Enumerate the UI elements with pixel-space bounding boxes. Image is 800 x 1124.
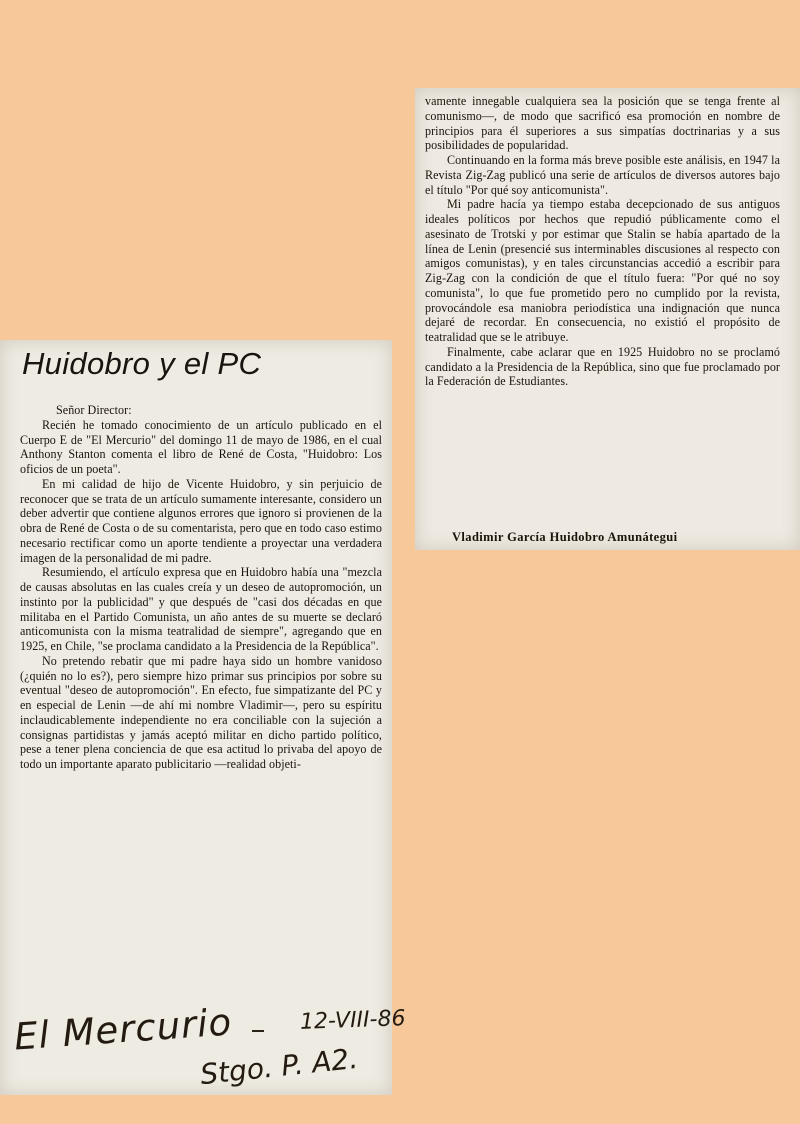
headline: Huidobro y el PC [22,346,262,381]
left-column-text [20,403,382,772]
right-continuation: vamente innegable cualquiera sea la posición que se tenga frente al comunismo—, de modo que sacrificó esa promoción en nombre de principios para él superiores a sus simpatías doctrinarias y a sus posibilidades de popularidad. [425,94,780,153]
right-paragraph-3: Finalmente, cabe aclarar que en 1925 Huidobro no se proclamó candidato a la Presidencia de la República, sino que fue proclamado por la Federación de Estudiantes. [425,344,780,389]
right-paragraph-2: Mi padre hacía ya tiempo estaba decepcionado de sus antiguos ideales políticos por hechos que repudió públicamente como el asesinato de Trotski y por estimar que Stalin se había apartado de la línea de Lenin (presencié sus interminables discusiones al respecto con amigos comunistas), y en tales circunstancias accedió a escribir para Zig-Zag con la condición de que el título fuera: "Por qué no soy comunista", lo que fue prometido pero no cumplido por la revista, provocándole esa maniobra periodística una indignación que nunca dejaré de recordar. En consecuencia, no existió el propósito de teatralidad que se le atribuye. [425,197,780,344]
salutation: Señor Director: [56,403,132,417]
signature: Vladimir García Huidobro Amunátegui [452,530,678,544]
right-column-text [425,94,780,389]
left-paragraph-3: Resumiendo, el artículo expresa que en Huidobro había una "mezcla de causas absolutas en las cuales creía y un deseo de autopromoción, un instinto por la publicidad" y que después de "casi dos décadas en que militaba en el Partido Comunista, un año antes de su muerte se declaró anticomunista con la misma teatralidad de siempre", agregando que en 1925, en Chile, "se proclama candidato a la Presidencia de la República". [20,565,382,653]
left-paragraph-2: En mi calidad de hijo de Vicente Huidobro, y sin perjuicio de reconocer que se trata de un artículo sumamente interesante, considero un deber advertir que contiene algunos errores que ignoro si provienen de la obra de René de Costa o de su comentarista, pero que en todo caso estimo necesario rectificar como un aporte tendiente a proyectar una verdadera imagen de la personalidad de mi padre. [20,476,382,565]
handwritten-date: 12-VIII-86 [299,1006,406,1035]
left-paragraph-1: Recién he tomado conocimiento de un artículo publicado en el Cuerpo E de "El Mercurio" del domingo 11 de mayo de 1986, en el cual Anthony Stanton comenta el libro de René de Costa, "Huidobro: Los oficios de un poeta". [20,417,382,476]
handwritten-dash [252,1024,264,1032]
right-paragraph-1: Continuando en la forma más breve posible este análisis, en 1947 la Revista Zig-Zag publicó una serie de artículos de diversos autores bajo el título "Por qué soy anticomunista". [425,153,780,197]
handwritten-source: El Mercurio [12,1000,234,1059]
left-paragraph-4: No pretendo rebatir que mi padre haya sido un hombre vanidoso (¿quién no lo es?), pero siempre hizo primar sus principios por sobre su eventual "deseo de autopromoción". En efecto, fue simpatizante del PC y en especial de Lenin —de ahí mi nombre Vladimir—, pero su espíritu inclaudicablemente independiente no era conciliable con la sujeción a consignas partidistas y jamás aceptó militar en dicho partido político, pese a tener plena conciencia de que esa actitud lo privaba del apoyo de todo un importante aparato publicitario —realidad objeti- [20,653,382,771]
handwritten-page-ref: Stgo. P. A2. [198,1041,360,1092]
